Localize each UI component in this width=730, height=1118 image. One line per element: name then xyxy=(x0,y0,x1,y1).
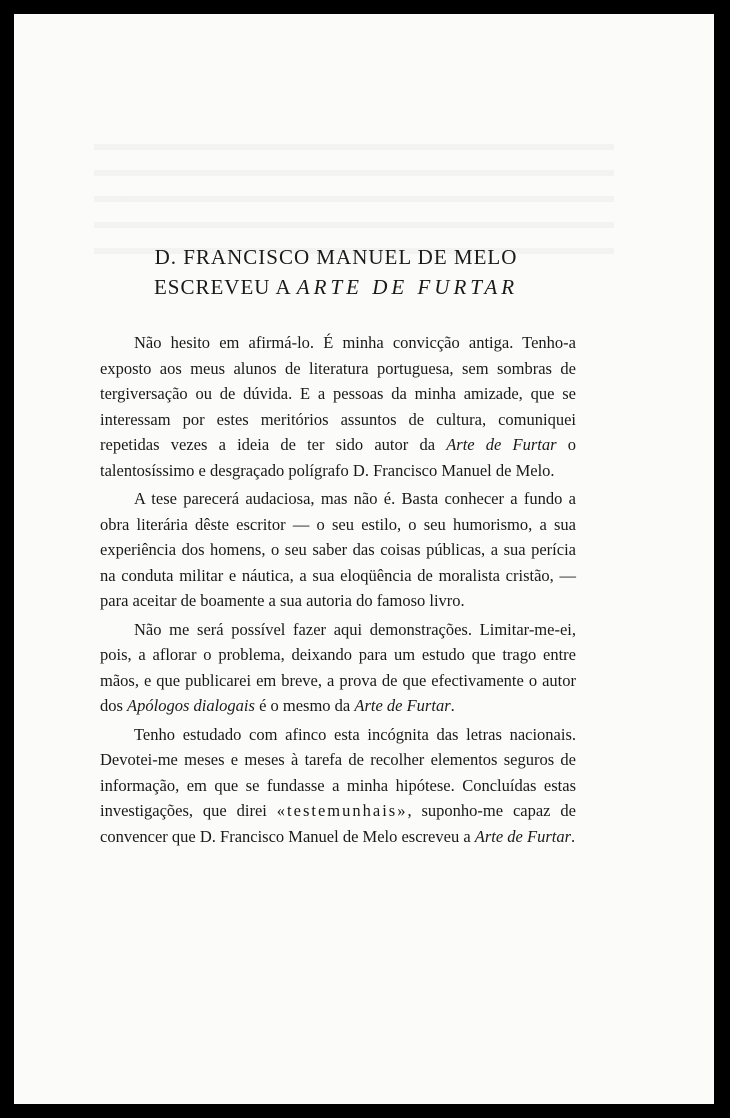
paragraph-text: , suponho-me capaz de convencer que D. Francisco Manuel de Melo escreveu a xyxy=(100,801,576,846)
italic-title: Arte de Furtar xyxy=(446,435,557,454)
paragraph xyxy=(100,722,576,850)
paragraph xyxy=(100,486,576,614)
title-line-2-prefix: ESCREVEU A xyxy=(153,275,291,299)
spaced-word: «testemunhais» xyxy=(276,801,408,820)
italic-title: Arte de Furtar xyxy=(474,826,572,846)
paragraph-text: Não me será possível fazer aqui demonstrações. Limitar-me-ei, pois, a aflorar o problema, deixando para um estudo que trago entre mãos, e que publicarei em breve, a prova de que efectivamente o autor dos xyxy=(100,619,576,715)
paragraph-text: Não hesito em afirmá-lo. É minha convicção antiga. Tenho-a exposto aos meus alunos de literatura portuguesa, sem sombras de tergiversação ou de dúvida. E a pessoas da minha amizade, que se interessam por estes meritórios assuntos de cultura, comuniquei repetidas vezes a ideia de ter sido autor da xyxy=(100,333,576,454)
paragraph xyxy=(100,330,576,483)
title-line-2-italic: ARTE DE FURTAR xyxy=(296,275,519,299)
paragraph xyxy=(100,617,576,719)
paragraph-text: A tese parecerá audaciosa, mas não é. Basta conhecer a fundo a obra literária dêste escritor — o seu estilo, o seu humorismo, a sua experiência dos homens, o seu saber das coisas públicas, a sua perícia na conduta militar e náutica, a sua eloqüência de moralista cristão, — para aceitar de boamente a sua autoria do famoso livro. xyxy=(100,489,576,610)
paragraph-text: Tenho estudado com afinco esta incógnita das letras nacionais. Devotei-me meses e meses à tarefa de recolher elementos seguros de informação, em que se fundasse a minha hipótese. Concluídas estas investigações, que direi xyxy=(100,724,576,820)
paragraph-text: o talentosíssimo e desgraçado polígrafo D. Francisco Manuel de Melo. xyxy=(100,435,576,480)
italic-title: Arte de Furtar xyxy=(354,696,451,715)
paragraph-text: . xyxy=(571,826,576,846)
chapter-title xyxy=(14,242,658,302)
paragraph-text: é o mesmo da xyxy=(254,696,355,715)
paragraph-text: . xyxy=(450,696,455,715)
italic-title: Apólogos dialogais xyxy=(127,696,255,715)
title-line-1: D. FRANCISCO MANUEL DE MELO xyxy=(154,245,518,269)
body-text xyxy=(100,330,576,852)
book-page xyxy=(14,14,714,1104)
